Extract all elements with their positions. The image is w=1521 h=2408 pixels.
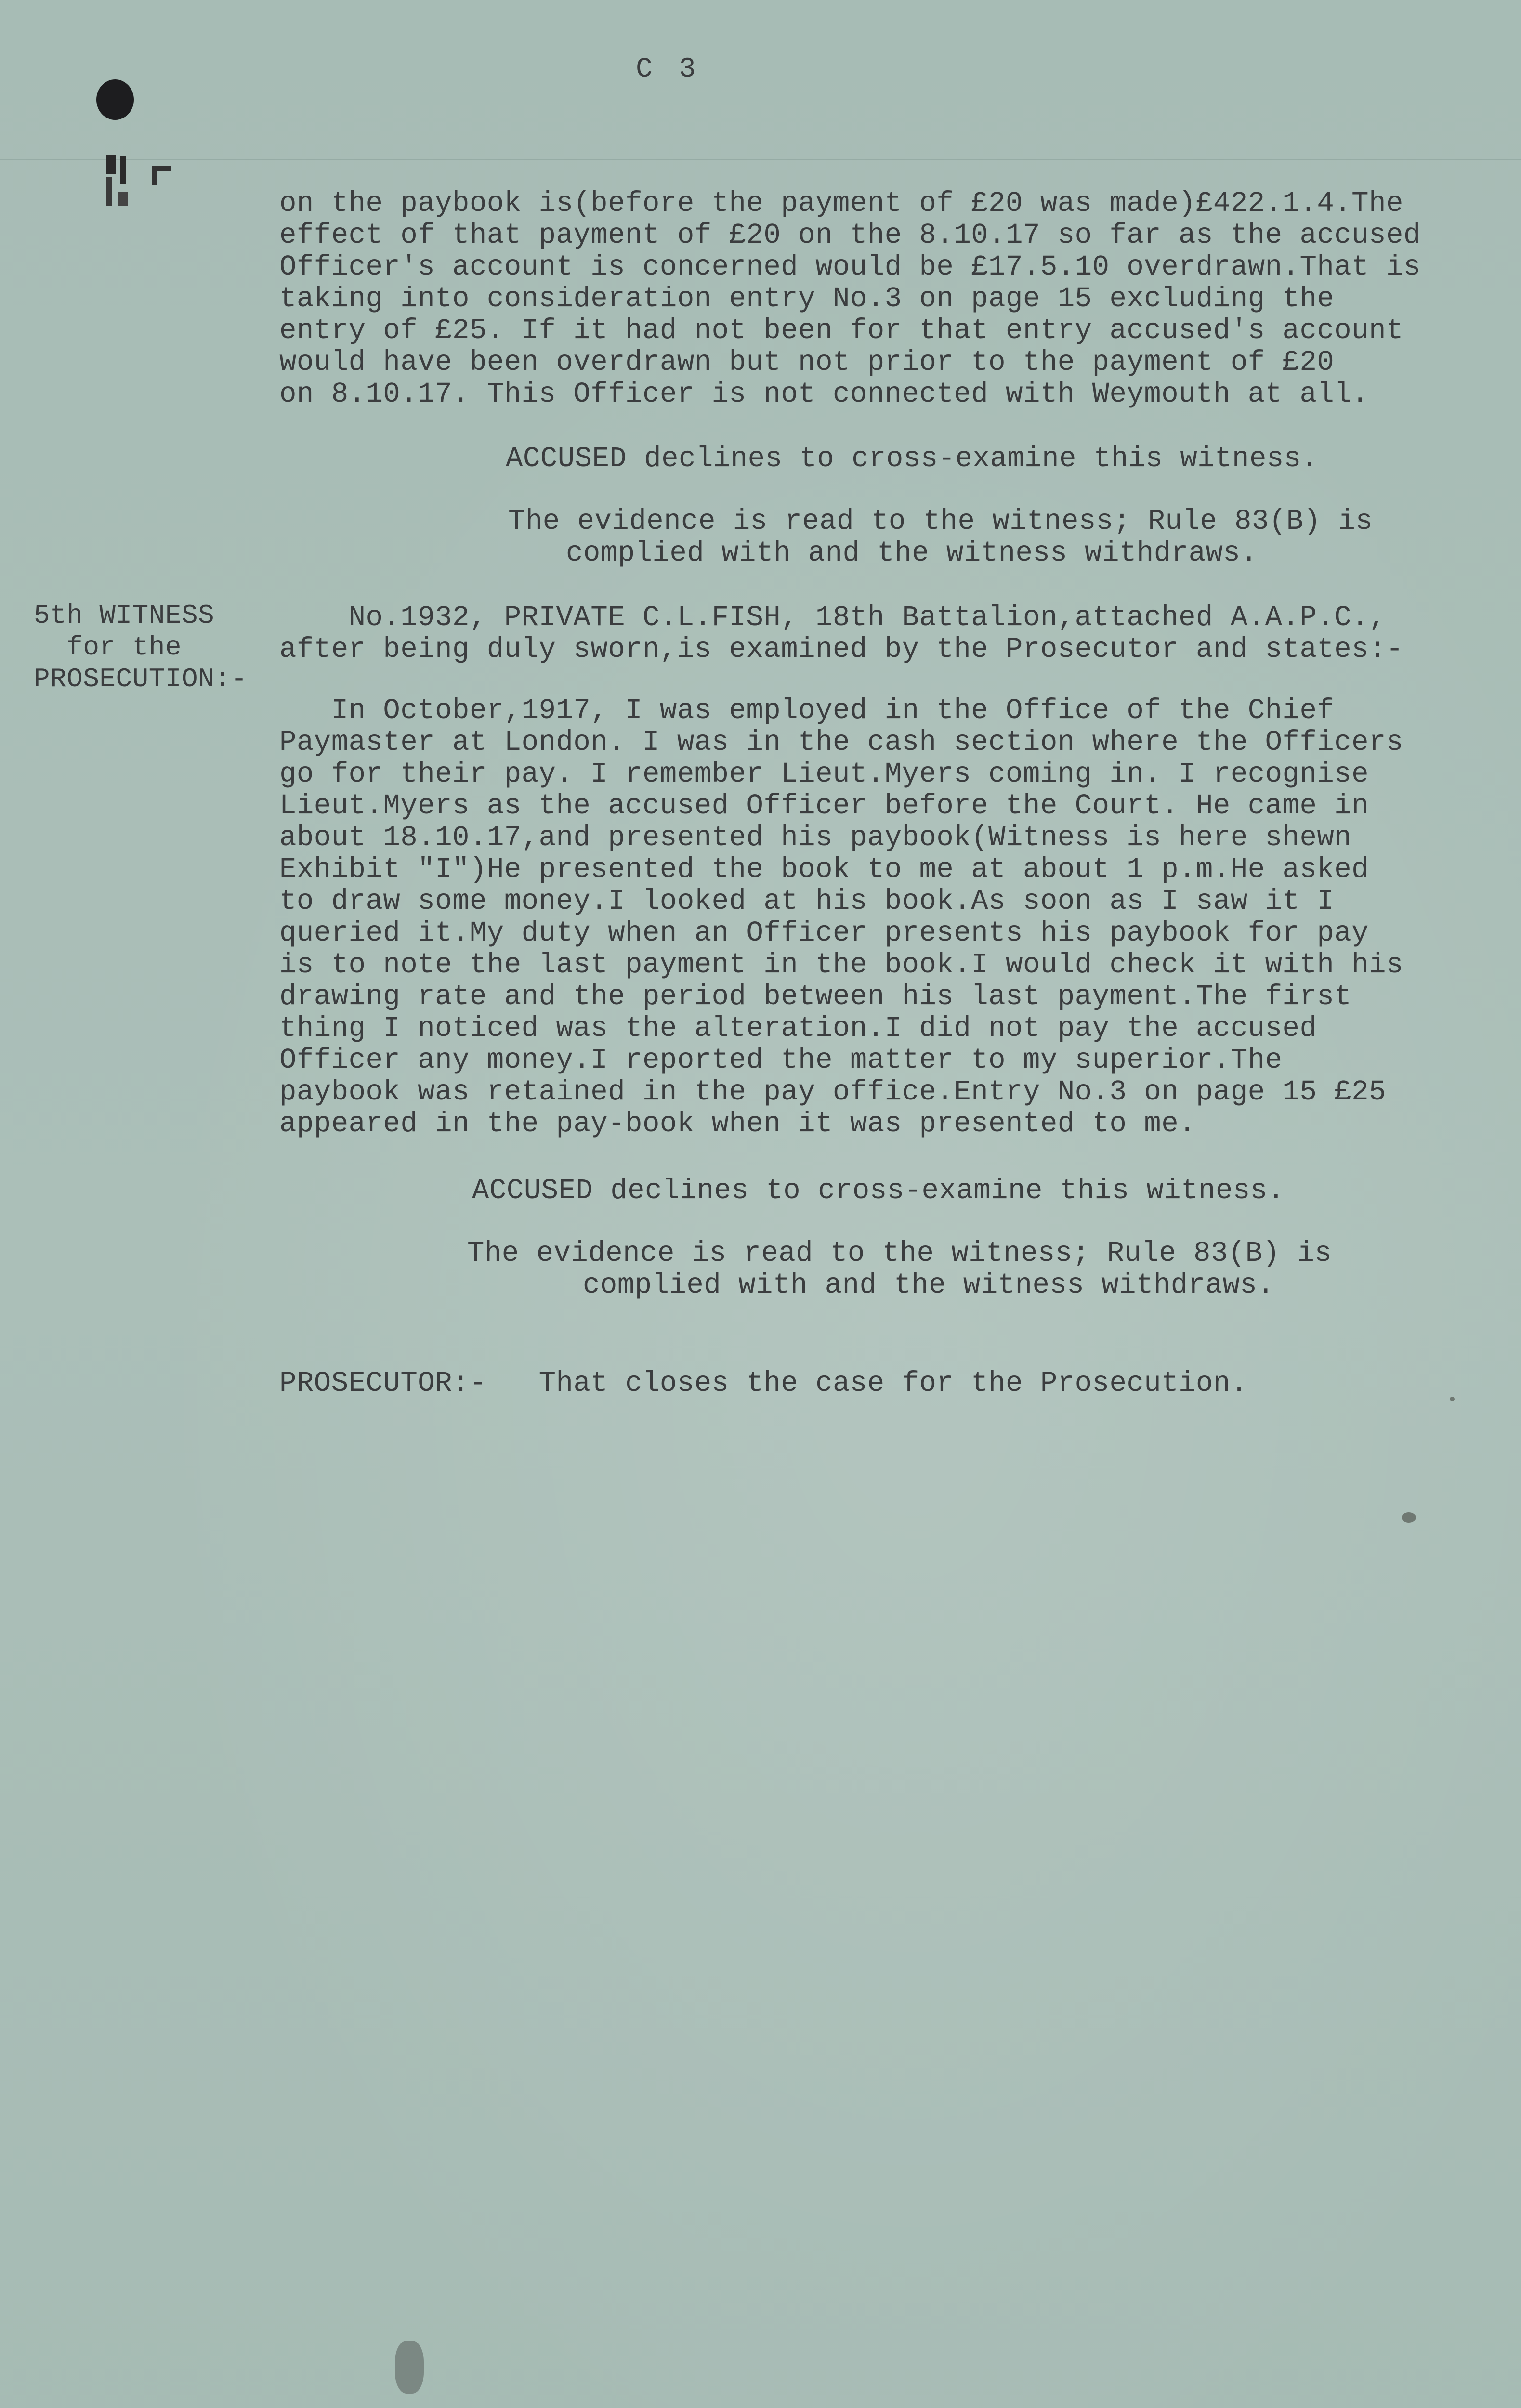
- prosecutor-closing-statement: PROSECUTOR:- That closes the case for the Prosecution.: [279, 1367, 1248, 1400]
- paper-blemish: [1450, 1397, 1455, 1401]
- paper-fold-line: [0, 159, 1521, 160]
- staple-mark-icon: [99, 152, 191, 209]
- page-number: C 3: [636, 54, 701, 85]
- text-line: The evidence is read to the witness; Rule 83(B) is: [508, 505, 1373, 537]
- text-line: 5th WITNESS: [34, 600, 215, 631]
- text-line: drawing rate and the period between his last payment.The first: [279, 981, 1352, 1013]
- text-line: PROSECUTION:-: [34, 664, 248, 694]
- accused-declines-statement: ACCUSED declines to cross-examine this witness.: [472, 1175, 1285, 1207]
- paper-blemish: [1402, 1512, 1416, 1523]
- text-line: No.1932, PRIVATE C.L.FISH, 18th Battalion,attached A.A.P.C.,: [279, 602, 1386, 634]
- text-line: Exhibit "I")He presented the book to me at about 1 p.m.He asked: [279, 853, 1369, 886]
- text-line: In October,1917, I was employed in the Office of the Chief: [279, 694, 1335, 727]
- text-line: about 18.10.17,and presented his paybook(Witness is here shewn: [279, 822, 1352, 854]
- text-line: taking into consideration entry No.3 on page 15 excluding the: [279, 283, 1335, 315]
- text-line: thing I noticed was the alteration.I did not pay the accused: [279, 1012, 1317, 1045]
- text-line: Paymaster at London. I was in the cash section where the Officers: [279, 726, 1403, 759]
- text-line: on the paybook is(before the payment of £20 was made)£422.1.4.The: [279, 187, 1403, 220]
- text-line: on 8.10.17. This Officer is not connected with Weymouth at all.: [279, 378, 1369, 410]
- witness-margin-label: [34, 600, 247, 695]
- text-line: to draw some money.I looked at his book.As soon as I saw it I: [279, 885, 1335, 917]
- witness-testimony: [279, 695, 1403, 1140]
- text-line: would have been overdrawn but not prior to the payment of £20: [279, 346, 1335, 379]
- text-line: Lieut.Myers as the accused Officer before the Court. He came in: [279, 790, 1369, 822]
- text-line: The evidence is read to the witness; Rule 83(B) is: [467, 1237, 1332, 1269]
- text-line: Officer's account is concerned would be £17.5.10 overdrawn.That is: [279, 251, 1421, 283]
- paragraph-payment-effect: [279, 188, 1421, 410]
- accused-declines-statement: ACCUSED declines to cross-examine this witness.: [506, 443, 1319, 475]
- text-line: effect of that payment of £20 on the 8.10.17 so far as the accused: [279, 219, 1421, 251]
- paper-blemish: [395, 2341, 424, 2394]
- text-line: complied with and the witness withdraws.: [566, 537, 1258, 569]
- punch-hole: [96, 79, 134, 120]
- text-line: after being duly sworn,is examined by the Prosecutor and states:-: [279, 633, 1403, 666]
- witness-heading: [279, 602, 1403, 666]
- evidence-read-statement: [508, 506, 1373, 569]
- text-line: complied with and the witness withdraws.: [583, 1269, 1275, 1301]
- text-line: is to note the last payment in the book.I would check it with his: [279, 949, 1403, 981]
- text-line: go for their pay. I remember Lieut.Myers coming in. I recognise: [279, 758, 1369, 790]
- text-line: queried it.My duty when an Officer presents his paybook for pay: [279, 917, 1369, 949]
- text-line: entry of £25. If it had not been for that entry accused's account: [279, 314, 1403, 347]
- text-line: Officer any money.I reported the matter to my superior.The: [279, 1044, 1283, 1076]
- evidence-read-statement: [467, 1238, 1332, 1301]
- text-line: for the: [34, 632, 182, 663]
- text-line: appeared in the pay-book when it was presented to me.: [279, 1108, 1196, 1140]
- text-line: paybook was retained in the pay office.Entry No.3 on page 15 £25: [279, 1076, 1386, 1108]
